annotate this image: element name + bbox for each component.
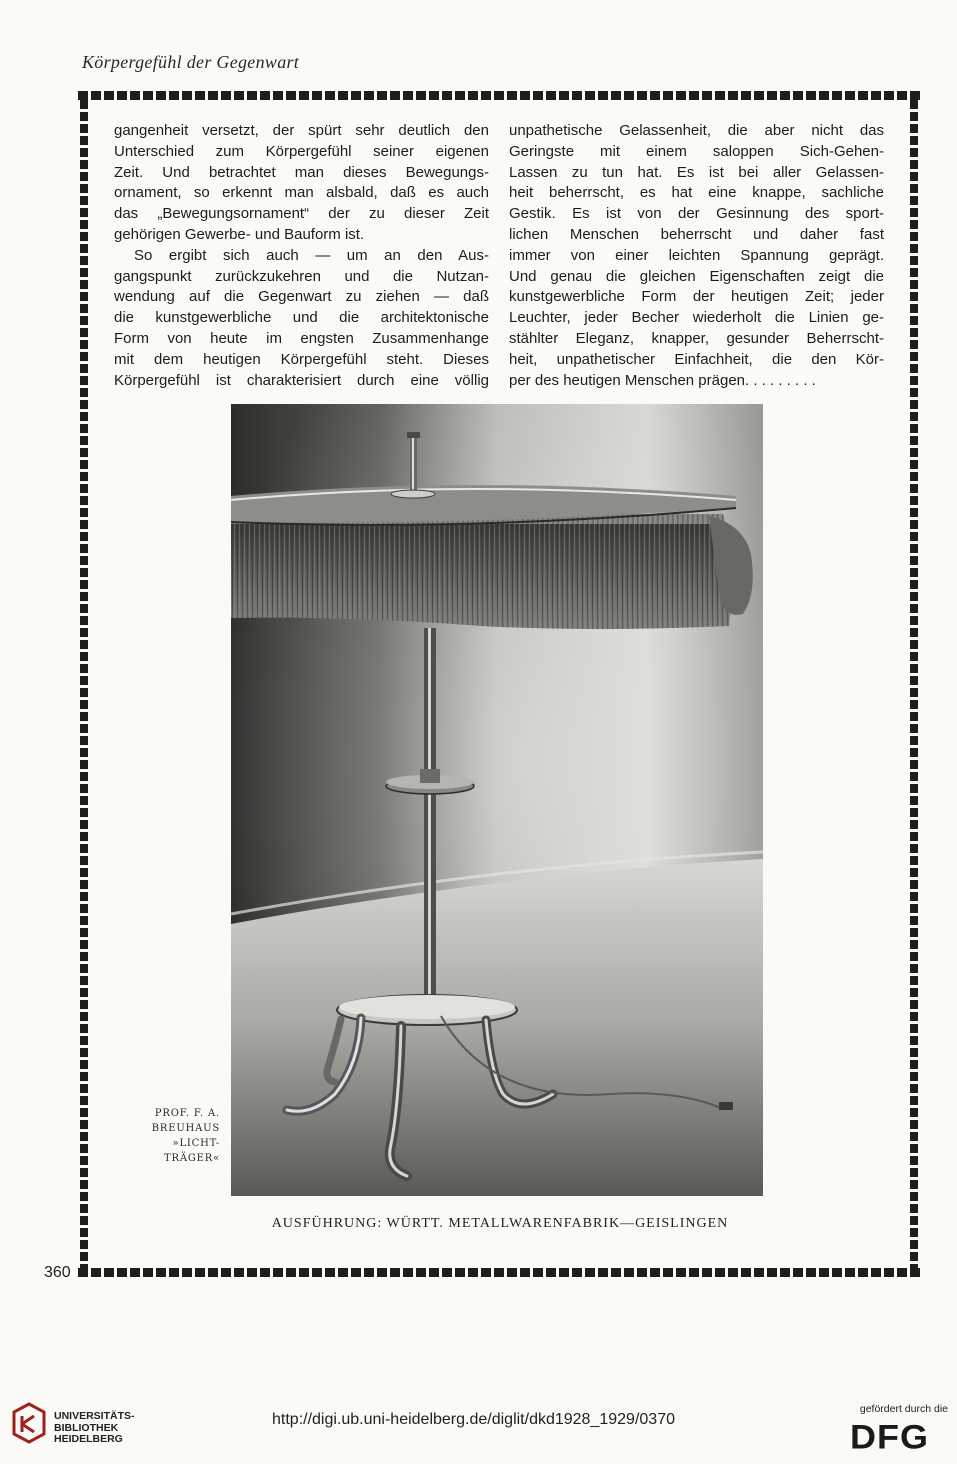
text-line: die kunstgewerbliche und die architektonische	[114, 309, 489, 327]
text-line: gehörigen Gewerbe- und Bauform ist.	[114, 225, 365, 243]
frame-border-right	[910, 100, 918, 1268]
text-line: stählter Eleganz, knapper, gesunder Beherrscht-	[509, 329, 884, 347]
text-line: heit beherrscht, es hat eine knappe, sachliche	[509, 184, 884, 202]
text-line: Geringste mit einem saloppen Sich-Gehen-	[509, 142, 884, 160]
text-line: Zeit. Und betrachtet man dieses Bewegungs-	[114, 163, 489, 181]
library-name	[54, 1411, 135, 1446]
text-line: immer von einer leichten Spannung geprägt.	[509, 246, 884, 264]
text-line: per des heutigen Menschen prägen. . . . . . . . .	[509, 371, 816, 389]
text-line: Unterschied zum Körpergefühl seiner eigenen	[114, 142, 489, 160]
source-url-link[interactable]: http://digi.ub.uni-heidelberg.de/diglit/dkd1928_1929/0370	[272, 1411, 675, 1428]
page-number: 360	[44, 1264, 71, 1281]
frame-border-top	[78, 91, 920, 100]
lamp-illustration	[231, 404, 763, 1196]
credit-line: BREUHAUS	[151, 1123, 220, 1134]
frame-border-bottom	[78, 1268, 920, 1277]
running-title: Körpergefühl der Gegenwart	[82, 52, 300, 72]
library-line: BIBLIOTHEK	[54, 1421, 119, 1434]
credit-line: TRÄGER«	[164, 1153, 220, 1164]
funding-note: gefördert durch die	[859, 1403, 948, 1415]
text-line: So ergibt sich auch — um an den Aus-	[134, 246, 489, 264]
credit-line: PROF. F. A.	[154, 1108, 220, 1119]
text-line: unpathetische Gelassenheit, die aber nicht das	[509, 122, 884, 139]
text-line: Leuchter, jeder Becher wiederholt die Linien ge-	[509, 309, 884, 327]
lamp-photograph	[231, 404, 763, 1196]
text-line: Form von heute im engsten Zusammenhange	[114, 329, 489, 347]
university-library-logo-icon	[10, 1402, 48, 1444]
text-line: mit dem heutigen Körpergefühl steht. Dieses	[114, 350, 489, 368]
text-column-left	[114, 121, 489, 391]
text-line: Gestik. Es ist von der Gesinnung des sport-	[509, 205, 884, 223]
text-line: gangspunkt zurückzukehren und die Nutzan-	[114, 267, 489, 285]
text-line: heit, unpathetischer Einfachheit, die den Kör-	[509, 350, 884, 368]
credit-line: »LICHT-	[172, 1138, 220, 1149]
library-line: UNIVERSITÄTS-	[54, 1410, 135, 1422]
library-line: HEIDELBERG	[54, 1433, 123, 1445]
text-line: gangenheit versetzt, der spürt sehr deutlich den	[114, 122, 489, 139]
text-line: lichen Menschen beherrscht und daher fast	[509, 225, 884, 243]
figure-caption: AUSFÜHRUNG: WÜRTT. METALLWARENFABRIK—GEISLINGEN	[271, 1216, 729, 1231]
text-line: wendung auf die Gegenwart zu ziehen — daß	[114, 288, 489, 306]
text-line: das „Bewegungsornament“ der zu dieser Zeit	[114, 205, 489, 223]
text-column-right	[509, 121, 884, 391]
text-line: Und genau die gleichen Eigenschaften zeigt die	[509, 267, 884, 285]
text-line: kunstgewerbliche Form der heutigen Zeit; jeder	[509, 288, 884, 306]
frame-border-left	[80, 100, 88, 1268]
photo-credit	[128, 1106, 220, 1166]
text-line: Lassen zu tun hat. Es ist bei aller Gelassen-	[509, 163, 884, 181]
text-line: ornament, so erkennt man alsbald, daß es auch	[114, 184, 489, 202]
text-line: Körpergefühl ist charakterisiert durch eine völlig	[114, 371, 489, 389]
dfg-logo: DFG	[850, 1417, 929, 1456]
